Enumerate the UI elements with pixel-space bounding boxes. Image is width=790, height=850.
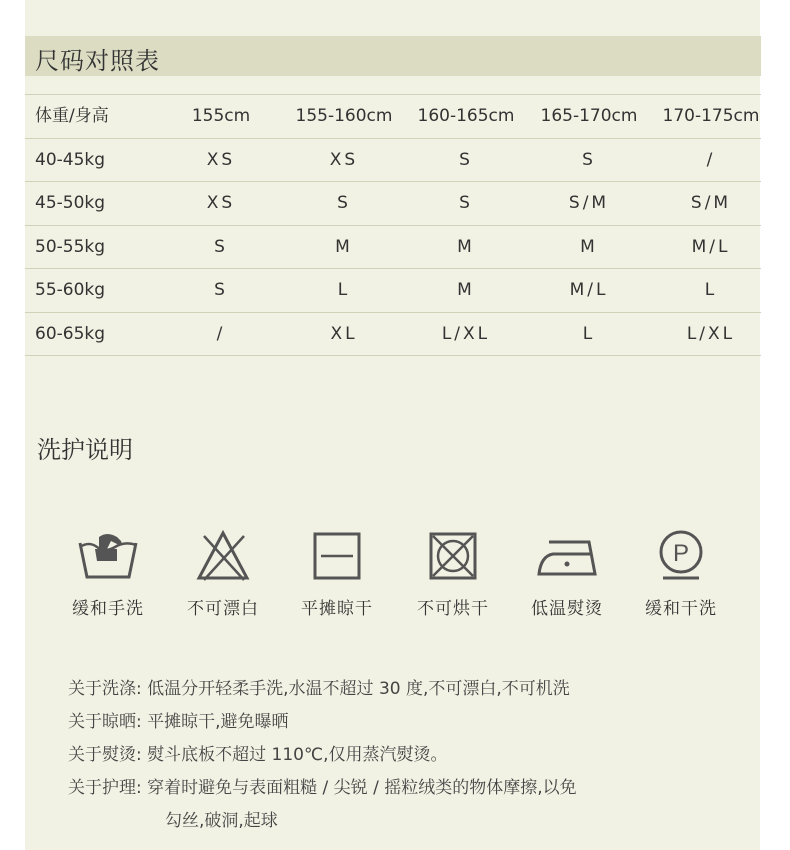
size-chart-title: 尺码对照表: [35, 47, 160, 75]
size-table: [25, 94, 761, 356]
flat-dry-icon: [313, 532, 361, 580]
size-cell: L/XL: [686, 323, 736, 344]
row-weight: 55-60kg: [35, 280, 106, 300]
row-weight: 60-65kg: [35, 323, 106, 344]
size-cell: /: [706, 149, 716, 170]
gentle-dry-clean-icon: [657, 530, 705, 582]
size-cell: M/L: [691, 236, 731, 257]
note-text: 穿着时避免与表面粗糙 / 尖锐 / 摇粒绒类的物体摩擦,以免: [147, 778, 577, 798]
care-item-low-iron: [512, 528, 622, 619]
table-header-row: [25, 94, 761, 139]
note-care: [68, 772, 708, 805]
care-label: 不可烘干: [417, 599, 489, 619]
size-cell: M: [457, 236, 475, 257]
care-item-flat-dry: [282, 528, 392, 619]
size-cell: /: [216, 323, 226, 344]
care-title: 洗护说明: [37, 436, 133, 464]
note-text: 平摊晾干,避免曝晒: [147, 712, 289, 732]
no-bleach-icon: [196, 530, 250, 582]
size-cell: S: [214, 236, 228, 257]
table-row: [25, 313, 761, 357]
size-cell: M: [580, 236, 598, 257]
hand-wash-icon: [77, 531, 139, 581]
note-text: 熨斗底板不超过 110℃,仅用蒸汽熨烫。: [147, 745, 448, 765]
row-weight: 40-45kg: [35, 149, 106, 170]
size-cell: M: [335, 236, 353, 257]
care-item-no-tumble-dry: [398, 528, 508, 619]
note-washing: [68, 673, 708, 706]
care-notes: [68, 673, 708, 838]
size-cell: XS: [206, 193, 236, 213]
size-cell: S: [337, 193, 351, 213]
header-col-4: 165-170cm: [540, 106, 638, 126]
note-care-continuation: 勾丝,破洞,起球: [165, 811, 278, 831]
row-weight: 45-50kg: [35, 193, 106, 213]
size-cell: S: [214, 280, 228, 300]
size-chart-title-bar: [25, 36, 761, 76]
note-key: 关于晾晒:: [68, 712, 142, 732]
table-row: [25, 269, 761, 313]
size-cell: L: [582, 323, 596, 344]
size-cell: XL: [330, 323, 358, 344]
size-cell: S: [582, 149, 596, 170]
no-tumble-dry-icon: [429, 532, 477, 580]
size-cell: M/L: [569, 280, 609, 300]
care-item-gentle-dry-clean: [626, 528, 736, 619]
header-weight-height: 体重/身高: [35, 106, 109, 126]
note-key: 关于护理:: [68, 778, 142, 798]
care-label: 不可漂白: [187, 599, 259, 619]
header-col-2: 155-160cm: [295, 106, 393, 126]
note-ironing: [68, 739, 708, 772]
header-col-1: 155cm: [191, 106, 251, 126]
care-label: 低温熨烫: [531, 599, 603, 619]
note-key: 关于熨烫:: [68, 745, 142, 765]
size-cell: S: [459, 149, 473, 170]
table-row: [25, 226, 761, 270]
size-cell: L/XL: [441, 323, 491, 344]
care-label: 缓和干洗: [645, 599, 717, 619]
table-row: [25, 139, 761, 183]
table-row: [25, 182, 761, 226]
header-col-3: 160-165cm: [417, 106, 515, 126]
care-item-hand-wash: [53, 528, 163, 619]
note-text: 低温分开轻柔手洗,水温不超过 30 度,不可漂白,不可机洗: [147, 679, 570, 699]
row-weight: 50-55kg: [35, 236, 106, 257]
size-cell: XS: [206, 149, 236, 170]
size-cell: M: [457, 280, 475, 300]
care-label: 平摊晾干: [301, 599, 373, 619]
size-cell: XS: [329, 149, 359, 170]
care-item-no-bleach: [168, 528, 278, 619]
note-key: 关于洗涤:: [68, 679, 142, 699]
dry-clean-letter: P: [672, 540, 690, 567]
size-cell: S/M: [690, 193, 732, 213]
size-cell: L: [704, 280, 718, 300]
size-cell: S/M: [568, 193, 610, 213]
size-cell: L: [337, 280, 351, 300]
low-iron-icon: [535, 534, 599, 578]
note-drying: [68, 706, 708, 739]
care-label: 缓和手洗: [72, 599, 144, 619]
size-cell: S: [459, 193, 473, 213]
header-col-5: 170-175cm: [662, 106, 760, 126]
